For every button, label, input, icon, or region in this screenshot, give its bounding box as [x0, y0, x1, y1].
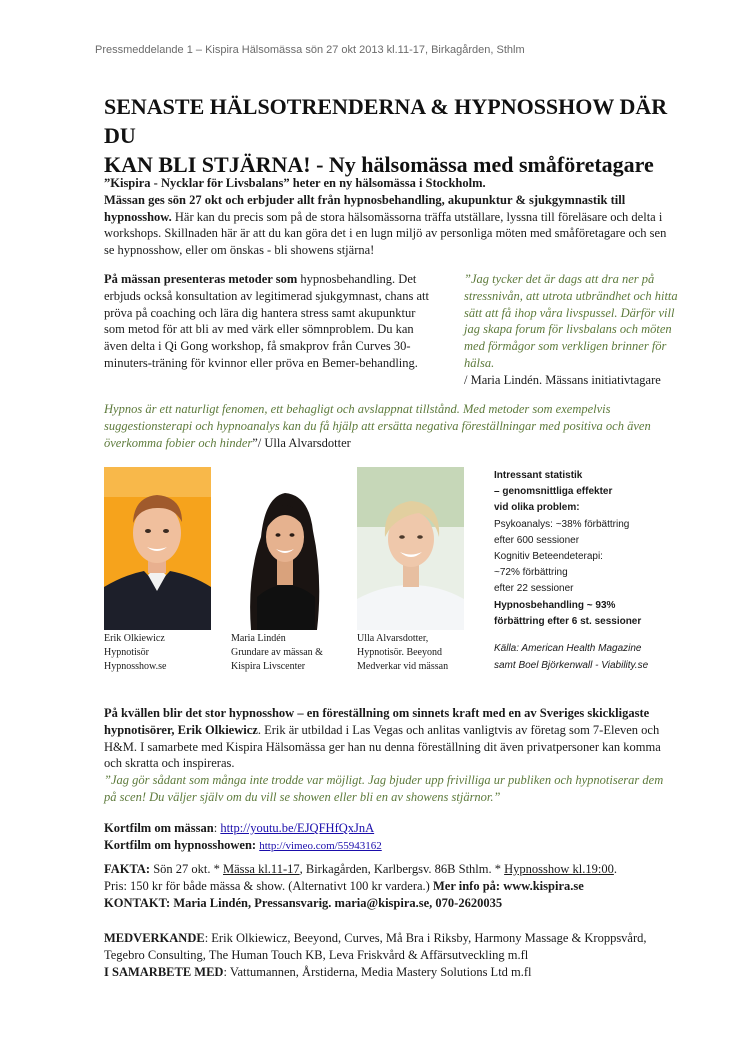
methods-bold: På mässan presenteras metoder som	[104, 272, 298, 286]
stats-line-4: ~72% förbättring	[494, 567, 568, 579]
caption-maria	[231, 632, 356, 674]
intro-bold-1: ”Kispira - Nycklar för Livsbalans” heter en ny hälsomässa i Stockholm.	[104, 176, 486, 190]
photo-erik	[104, 467, 211, 630]
facts-contact: KONTAKT: Maria Lindén, Pressansvarig. maria@kispira.se, 070-2620035	[104, 895, 503, 910]
participants-text: : Erik Olkiewicz, Beeyond, Curves, Må Bra i Riksby, Harmony Massage & Kroppsvård, Tegebro Consulting, The Human Touch KB, Leva Friskvård & Affärsutveckling m.fl	[104, 931, 647, 962]
quote-maria-attribution: / Maria Lindén. Mässans initiativtagare	[464, 372, 661, 387]
caption-erik	[104, 632, 224, 674]
intro-text: Här kan du precis som på de stora hälsomässorna träffa utställare, lyssna till föreläsare och delta i workshops. Skillnaden här är att du kan göra det i en lugn miljö av personliga möten med småföretagare och sen se hypnosshow, eller om önskas - bli showens stjärna!	[104, 209, 667, 258]
facts-date: Sön 27 okt. *	[150, 862, 223, 876]
caption-ulla-line-2: Hypnotisör. Beeyond	[357, 647, 442, 658]
link-label-1: Kortfilm om mässan	[104, 821, 214, 835]
facts-show-time: Hypnosshow kl.19:00	[504, 862, 614, 876]
caption-ulla-line-3: Medverkar vid mässan	[357, 661, 449, 672]
link-label-2: Kortfilm om hypnosshowen:	[104, 837, 257, 852]
title-line-1: SENASTE HÄLSOTRENDERNA & HYPNOSSHOW DÄR DU	[104, 94, 668, 148]
facts-section	[104, 861, 669, 911]
caption-maria-line-1: Maria Lindén	[231, 633, 286, 644]
facts-more-info: Mer info på: www.kispira.se	[432, 878, 584, 893]
methods-text: hypnosbehandling. Det erbjuds också konsultation av legitimerad sjukgymnast, chans att pröva på coaching och lära dig hantera stress samt akupunktur som metod för att bli av med värk eller sömnproblem. Du kan även delta i Qi Gong workshop, få smakprov från Curves 30-minuters-träning för kvinnor eller pröva en Bemer-behandling.	[104, 272, 429, 370]
stats-source-2: samt Boel Björkenwall - Viability.se	[494, 659, 649, 671]
facts-period: .	[613, 862, 617, 876]
participants-section	[104, 930, 669, 980]
caption-erik-line-1: Erik Olkiewicz	[104, 633, 165, 644]
photo-ulla	[357, 467, 464, 630]
evening-text: . Erik är utbildad i Las Vegas och anlitas vanligtvis av företag som 7-Eleven och H&M. I samarbete med Kispira Hälsomässa ger han nu denna föreställning dit även privatpersoner kan komma och skratta och inspireras.	[104, 722, 661, 771]
evening-paragraph	[104, 705, 669, 806]
caption-erik-line-3: Hypnosshow.se	[104, 661, 167, 672]
quote-ulla	[104, 401, 679, 451]
title-line-2: KAN BLI STJÄRNA! - Ny hälsomässa med småföretagare	[104, 152, 654, 177]
quote-ulla-closing: ”	[252, 435, 258, 450]
stats-heading-2: – genomsnittliga effekter	[494, 486, 613, 498]
quote-ulla-attribution: / Ulla Alvarsdotter	[257, 435, 351, 450]
quote-ulla-text: Hypnos är ett naturligt fenomen, ett behagligt och avslappnat tillstånd. Med metoder som exempelvis suggestionsterapi och hypnoanalys kan du få hjälp att ersätta negativa föreställningar med positiva och även överkomma fobier och hinder	[104, 402, 651, 450]
stats-line-5: efter 22 sessioner	[494, 583, 574, 595]
stats-heading-1: Intressant statistik	[494, 470, 583, 481]
page-title	[104, 92, 684, 179]
stats-bold-2: förbättring efter 6 st. sessioner	[494, 615, 642, 627]
caption-erik-line-2: Hypnotisör	[104, 647, 149, 658]
methods-paragraph	[104, 271, 439, 372]
partners-text: : Vattumannen, Årstiderna, Media Mastery Solutions Ltd m.fl	[223, 964, 532, 979]
intro-paragraph	[104, 175, 669, 259]
stats-line-3: Kognitiv Beteendeterapi:	[494, 551, 603, 563]
facts-label: FAKTA:	[104, 862, 151, 876]
quote-maria-text: ”Jag tycker det är dags att dra ner på stressnivån, att utrota utbrändhet och hitta sätt att få ihop våra livspussel. Därför vill jag skapa forum för livsbalans och möten med förmågor som verkligen brinner för hälsa.	[464, 272, 678, 370]
caption-maria-line-2: Grundare av mässan &	[231, 647, 323, 658]
photo-maria	[231, 467, 338, 630]
link-show-film[interactable]: http://vimeo.com/55943162	[259, 839, 382, 852]
intro-bold-2: Mässan ges sön 27 okt och erbjuder allt från hypnosbehandling, akupunktur & sjukgymnastik till hypnosshow.	[104, 192, 626, 224]
header-line: Pressmeddelande 1 – Kispira Hälsomässa sön 27 okt 2013 kl.11-17, Birkagården, Sthlm	[95, 44, 525, 56]
partners-label: I SAMARBETE MED	[104, 964, 224, 979]
links-section: Kortfilm om mässan: http://youtu.be/EJQFHfQxJnA Kortfilm om hypnosshowen: http://vimeo.com/55943162	[104, 821, 382, 852]
caption-ulla-line-1: Ulla Alvarsdotter,	[357, 633, 429, 644]
stats-heading-3: vid olika problem:	[494, 502, 580, 514]
facts-mass-time: Mässa kl.11-17	[223, 862, 300, 876]
stats-line-2: efter 600 sessioner	[494, 534, 580, 546]
quote-maria	[464, 271, 689, 389]
caption-maria-line-3: Kispira Livscenter	[231, 661, 306, 672]
facts-price: Pris: 150 kr för både mässa & show. (Alternativt 100 kr vardera.)	[104, 878, 433, 893]
link-mass-film[interactable]: http://youtu.be/EJQFHfQxJnA	[220, 821, 375, 835]
statistics-box	[494, 468, 664, 630]
stats-line-1: Psykoanalys: ~38% förbättring	[494, 518, 630, 530]
participants-label: MEDVERKANDE	[104, 931, 205, 945]
stats-source	[494, 641, 669, 674]
evening-quote: ”Jag gör sådant som många inte trodde var möjligt. Jag bjuder upp frivilliga ur publiken och hypnotiserar dem på scen! Du väljer själv om du vill se showen eller bli en av showens stjärnor.”	[104, 773, 664, 804]
evening-bold: På kvällen blir det stor hypnosshow – en föreställning om sinnets kraft med en av Sveriges skickligaste hypnotisörer, Erik Olkiewicz	[104, 706, 650, 737]
caption-ulla	[357, 632, 487, 674]
stats-bold-1: Hypnosbehandling ~ 93%	[494, 599, 616, 611]
facts-venue: , Birkagården, Karlbergsv. 86B Sthlm. *	[299, 862, 505, 876]
stats-source-1: Källa: American Health Magazine	[494, 643, 642, 654]
